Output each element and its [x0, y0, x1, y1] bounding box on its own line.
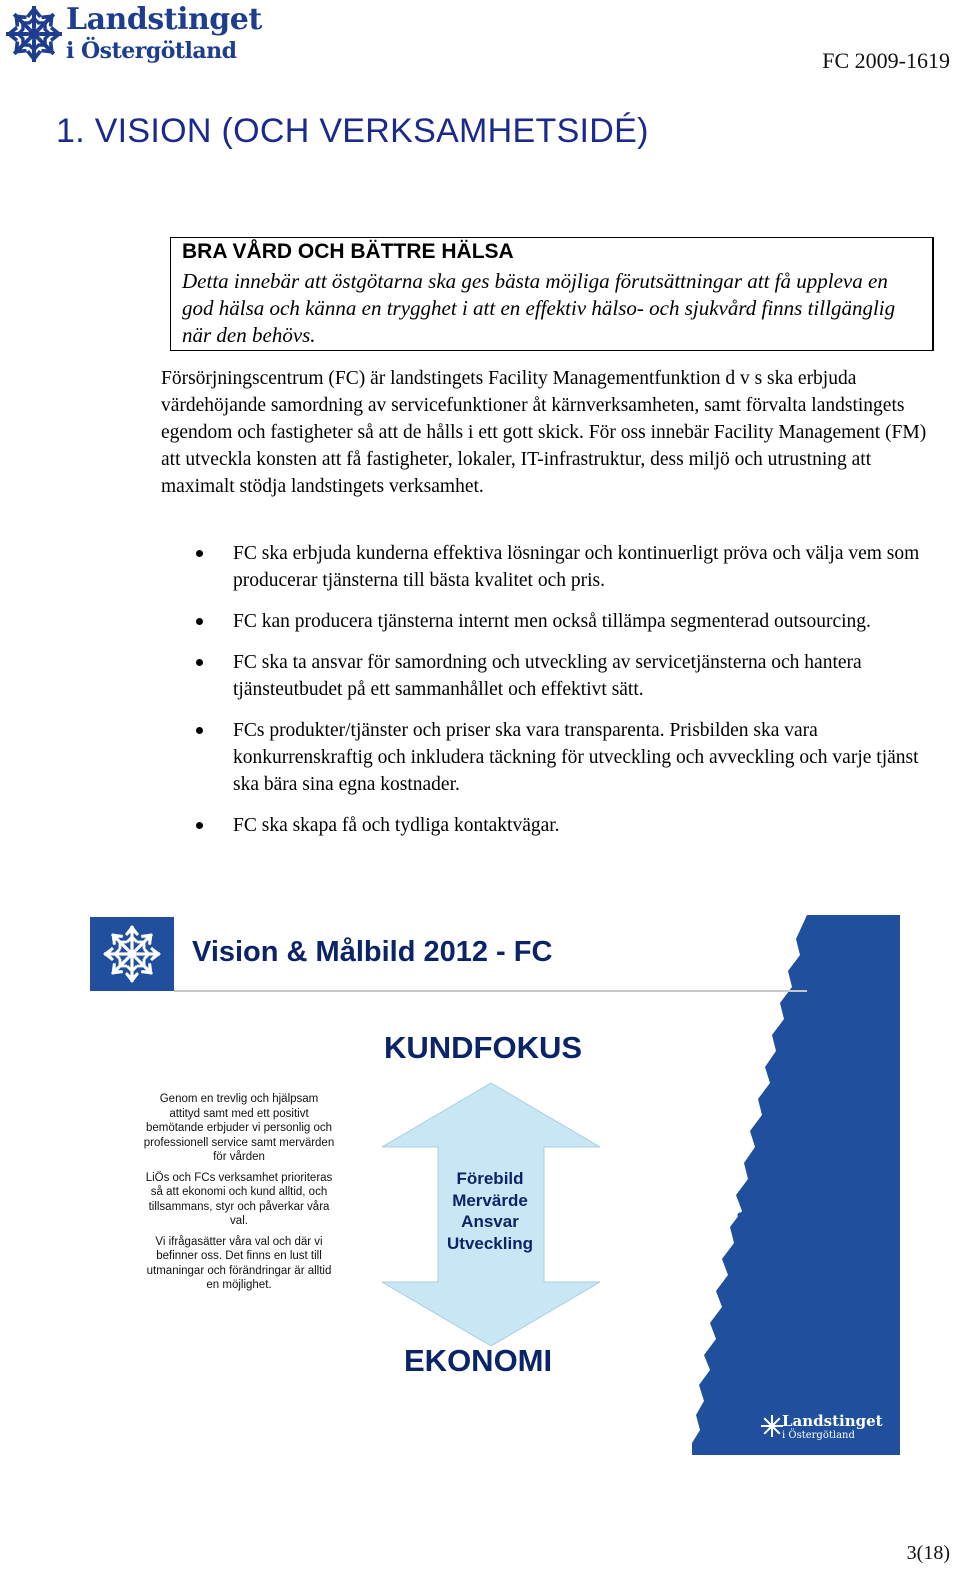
arrow-word: Ansvar — [461, 1212, 519, 1231]
list-item — [196, 540, 931, 594]
kundfokus-label: KUNDFOKUS — [384, 1030, 583, 1065]
coastline-map — [600, 915, 900, 1455]
snowflake-icon — [3, 3, 65, 65]
map-logo-snowflake-icon — [761, 1415, 783, 1437]
bullet-text: FCs produkter/tjänster och priser ska vara transparenta. Prisbilden ska vara konkurrenskraftig och inkludera täckning för utveckling och avveckling och varje tjänst ska bära sina egna kostnader. — [233, 720, 919, 795]
slide-title: Vision & Målbild 2012 - FC — [192, 936, 553, 968]
list-item — [196, 812, 931, 839]
bullet-list — [196, 540, 931, 853]
side-paragraph: LiÖs och FCs verksamhet prioriteras så att ekonomi och kund alltid, och tillsammans, styr och påverkar våra val. — [145, 1171, 333, 1227]
bullet-text: FC ska ta ansvar för samordning och utveckling av servicetjänsterna och hantera tjänsteutbudet på ett sammanhållet och effektivt sätt. — [233, 652, 862, 700]
slide-divider — [174, 990, 807, 992]
arrow-words — [420, 1168, 560, 1254]
map-logo-line1: Landstinget — [782, 1412, 883, 1430]
slide-logo — [90, 917, 174, 991]
ekonomi-label: EKONOMI — [404, 1343, 553, 1378]
document-id: FC 2009-1619 — [822, 48, 950, 73]
bullet-text: FC ska skapa få och tydliga kontaktvägar. — [233, 815, 560, 836]
bullet-icon — [196, 822, 203, 829]
page-title: 1. VISION (OCH VERKSAMHETSIDÉ) — [56, 112, 649, 150]
list-item — [196, 649, 931, 703]
bullet-icon — [196, 550, 203, 557]
side-paragraph: Genom en trevlig och hjälpsam attityd samt med ett positivt bemötande erbjuder vi personlig och professionell service samt mervärden för vården — [143, 1093, 335, 1163]
logo-line2: i Östergötland — [66, 38, 237, 64]
side-paragraph: Vi ifrågasätter våra val och där vi befinner oss. Det finns en lust till utmaningar och förändringar är alltid en möjlighet. — [146, 1235, 332, 1291]
list-item — [196, 608, 931, 635]
bullet-icon — [196, 727, 203, 734]
bullet-text: FC ska erbjuda kunderna effektiva lösningar och kontinuerligt pröva och välja vem som producerar tjänsterna till bästa kvalitet och pris. — [233, 543, 920, 591]
list-item — [196, 717, 931, 798]
arrow-word: Mervärde — [452, 1190, 528, 1210]
side-text — [143, 1092, 335, 1299]
arrow-word: Utveckling — [447, 1233, 533, 1253]
bullet-text: FC kan producera tjänsterna internt men också tillämpa segmenterad outsourcing. — [233, 611, 871, 632]
bullet-icon — [196, 618, 203, 625]
vision-heading: BRA VÅRD OCH BÄTTRE HÄLSA — [182, 240, 514, 263]
page-number: 3(18) — [906, 1542, 950, 1564]
intro-paragraph: Försörjningscentrum (FC) är landstingets Facility Managementfunktion d v s ska erbjuda värdehöjande samordning av servicefunktioner åt kärnverksamheten, samt förvalta landstingets egendom och fastigheter så att de hålls i ett gott skick. För oss innebär Facility Management (FM) att utveckla konsten att få fastigheter, lokaler, IT-infrastruktur, dess miljö och utrustning att maximalt stödja landstingets verksamhet. — [161, 368, 927, 497]
vision-text: Detta innebär att östgötarna ska ges bästa möjliga förutsättningar att få uppleva en god hälsa och känna en trygghet i att en effektiv hälso- och sjukvård finns tillgänglig när den behövs. — [182, 269, 896, 347]
bullet-icon — [196, 659, 203, 666]
logo-line1: Landstinget — [66, 2, 262, 37]
map-logo-line2: i Östergötland — [782, 1430, 855, 1441]
arrow-word: Förebild — [456, 1169, 524, 1188]
slide-snowflake-icon — [90, 917, 174, 991]
